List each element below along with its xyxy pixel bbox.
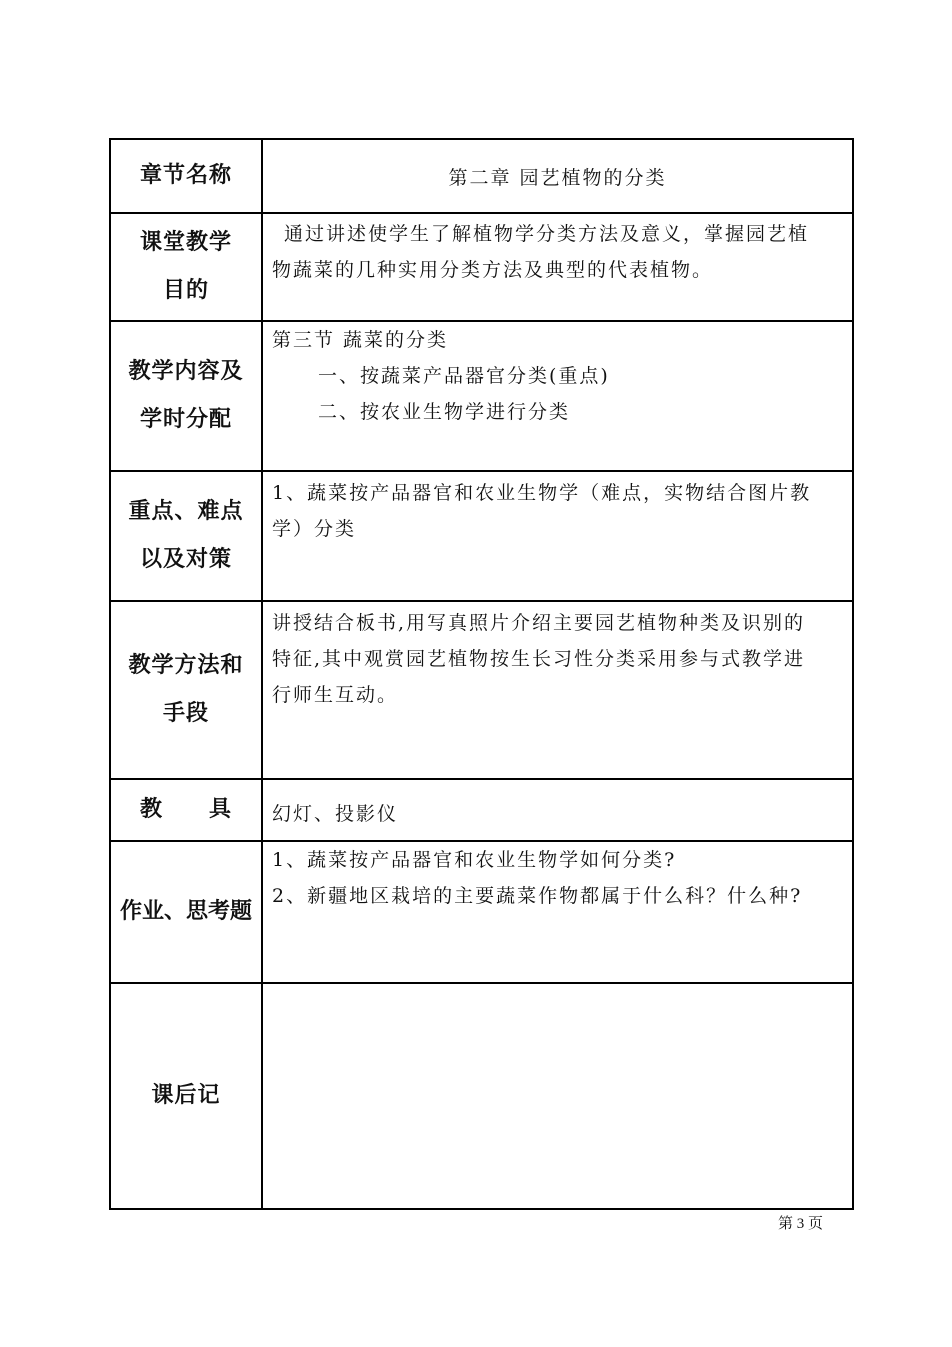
row-label: 学时分配 <box>139 407 232 432</box>
content-line: 幻灯、投影仪 <box>272 803 399 825</box>
content-cell-homework <box>262 841 853 983</box>
label-cell-postscript <box>110 983 262 1209</box>
row-label: 课后记 <box>151 1083 221 1108</box>
content-cell-content-hours <box>262 321 853 471</box>
row-label-char: 具 <box>209 797 233 822</box>
table-row <box>110 841 853 983</box>
row-label: 教学方法和 <box>128 653 244 678</box>
content-line: 物蔬菜的几种实用分类方法及典型的代表植物。 <box>272 259 714 281</box>
lesson-plan-table <box>109 138 854 1210</box>
table-row <box>110 321 853 471</box>
content-cell-chapter-name <box>262 139 853 213</box>
content-line: 学）分类 <box>272 518 357 540</box>
content-line: 1、蔬菜按产品器官和农业生物学（难点，实物结合图片教 <box>272 482 812 504</box>
content-line: 1、蔬菜按产品器官和农业生物学如何分类? <box>272 849 677 871</box>
row-label: 以及对策 <box>139 547 232 572</box>
row-label: 重点、难点 <box>128 499 244 524</box>
label-cell-teaching-aids <box>110 779 262 841</box>
label-cell-objectives <box>110 213 262 321</box>
label-cell-chapter-name <box>110 139 262 213</box>
content-cell-postscript <box>262 983 853 1209</box>
row-label-char: 教 <box>139 797 163 822</box>
content-cell-key-points <box>262 471 853 601</box>
page-number: 第 3 页 <box>778 1216 824 1232</box>
content-cell-teaching-aids <box>262 779 853 841</box>
row-label: 课堂教学 <box>139 230 232 255</box>
row-label: 作业、思考题 <box>119 899 252 924</box>
content-line: 一、按蔬菜产品器官分类(重点) <box>318 365 610 387</box>
content-line: 特征,其中观赏园艺植物按生长习性分类采用参与式教学进 <box>272 648 806 670</box>
table-row <box>110 779 853 841</box>
row-label: 教学内容及 <box>128 359 244 384</box>
label-cell-key-points <box>110 471 262 601</box>
content-line: 2、新疆地区栽培的主要蔬菜作物都属于什么科？什么种? <box>272 885 803 907</box>
table-row <box>110 471 853 601</box>
table-row <box>110 139 853 213</box>
content-cell-objectives <box>262 213 853 321</box>
content-line: 二、按农业生物学进行分类 <box>318 401 571 423</box>
chapter-title: 第二章 园艺植物的分类 <box>448 166 667 189</box>
row-label: 手段 <box>162 701 209 726</box>
row-label: 目的 <box>162 278 209 303</box>
table-row <box>110 601 853 779</box>
label-cell-methods <box>110 601 262 779</box>
table-row <box>110 213 853 321</box>
content-cell-methods <box>262 601 853 779</box>
label-cell-content-hours <box>110 321 262 471</box>
content-line: 第三节 蔬菜的分类 <box>272 329 449 351</box>
row-label: 章节名称 <box>139 163 232 188</box>
content-line: 讲授结合板书,用写真照片介绍主要园艺植物种类及识别的 <box>272 612 806 634</box>
label-cell-homework <box>110 841 262 983</box>
content-line: 行师生互动。 <box>272 684 399 706</box>
table-row <box>110 983 853 1209</box>
content-line: 通过讲述使学生了解植物学分类方法及意义，掌握园艺植 <box>284 223 810 245</box>
